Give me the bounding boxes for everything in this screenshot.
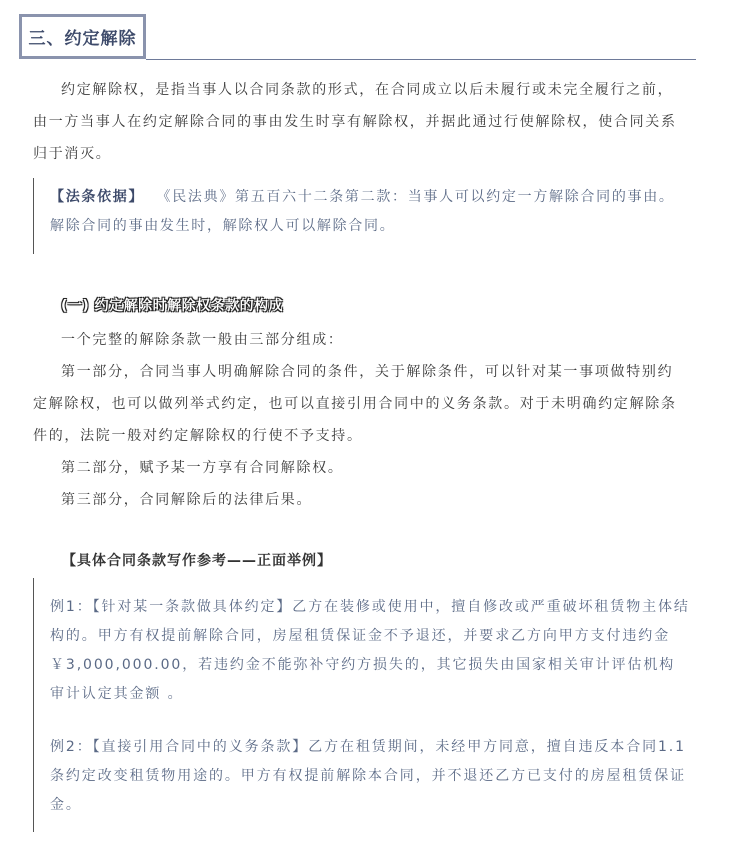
- section-paragraph-1: 一个完整的解除条款一般由三部分组成：: [61, 332, 344, 348]
- example-1: 例1：【针对某一条款做具体约定】乙方在装修或使用中，擅自修改或严重破坏租赁物主体结构的。甲方有权提前解除合同，房屋租赁保证金不予退还，并要求乙方向甲方支付违约金￥3,000,000.00，若违约金不能弥补守约方损失的，其它损失由国家相关审计评估机构审计认定其金额 。: [50, 599, 690, 702]
- examples-bar: [33, 578, 34, 832]
- section-heading-text: 三、约定解除: [28, 29, 137, 49]
- legal-basis-text: 《民法典》第五百六十二条第二款：当事人可以约定一方解除合同的事由。解除合同的事由发生时，解除权人可以解除合同。: [50, 189, 675, 234]
- legal-basis: [50, 183, 690, 241]
- example-2: 例2：【直接引用合同中的义务条款】乙方在租赁期间，未经甲方同意，擅自违反本合同1.1条约定改变租赁物用途的。甲方有权提前解除本合同，并不退还乙方已支付的房屋租赁保证金。: [50, 739, 686, 813]
- examples-title: 【具体合同条款写作参考——正面举例】: [62, 553, 332, 569]
- section-paragraph-2: 第一部分，合同当事人明确解除合同的条件，关于解除条件，可以针对某一事项做特别约定解除权，也可以做列举式约定，也可以直接引用合同中的义务条款。对于未明确约定解除条件的，法院一般对约定解除权的行使不予支持。: [33, 364, 677, 444]
- intro-paragraph: 约定解除权，是指当事人以合同条款的形式，在合同成立以后未履行或未完全履行之前，由一方当事人在约定解除合同的事由发生时享有解除权，并据此通过行使解除权，使合同关系归于消灭。: [33, 82, 677, 162]
- section-heading: [19, 14, 146, 59]
- section-paragraph-4: 第三部分，合同解除后的法律后果。: [61, 492, 313, 508]
- subsection-title: (一) 约定解除时解除权条款的构成: [61, 298, 284, 314]
- legal-basis-label: 【法条依据】: [50, 189, 145, 205]
- heading-divider: [146, 59, 696, 60]
- legal-basis-bar: [33, 178, 34, 254]
- section-paragraph-3: 第二部分，赋予某一方享有合同解除权。: [61, 460, 344, 476]
